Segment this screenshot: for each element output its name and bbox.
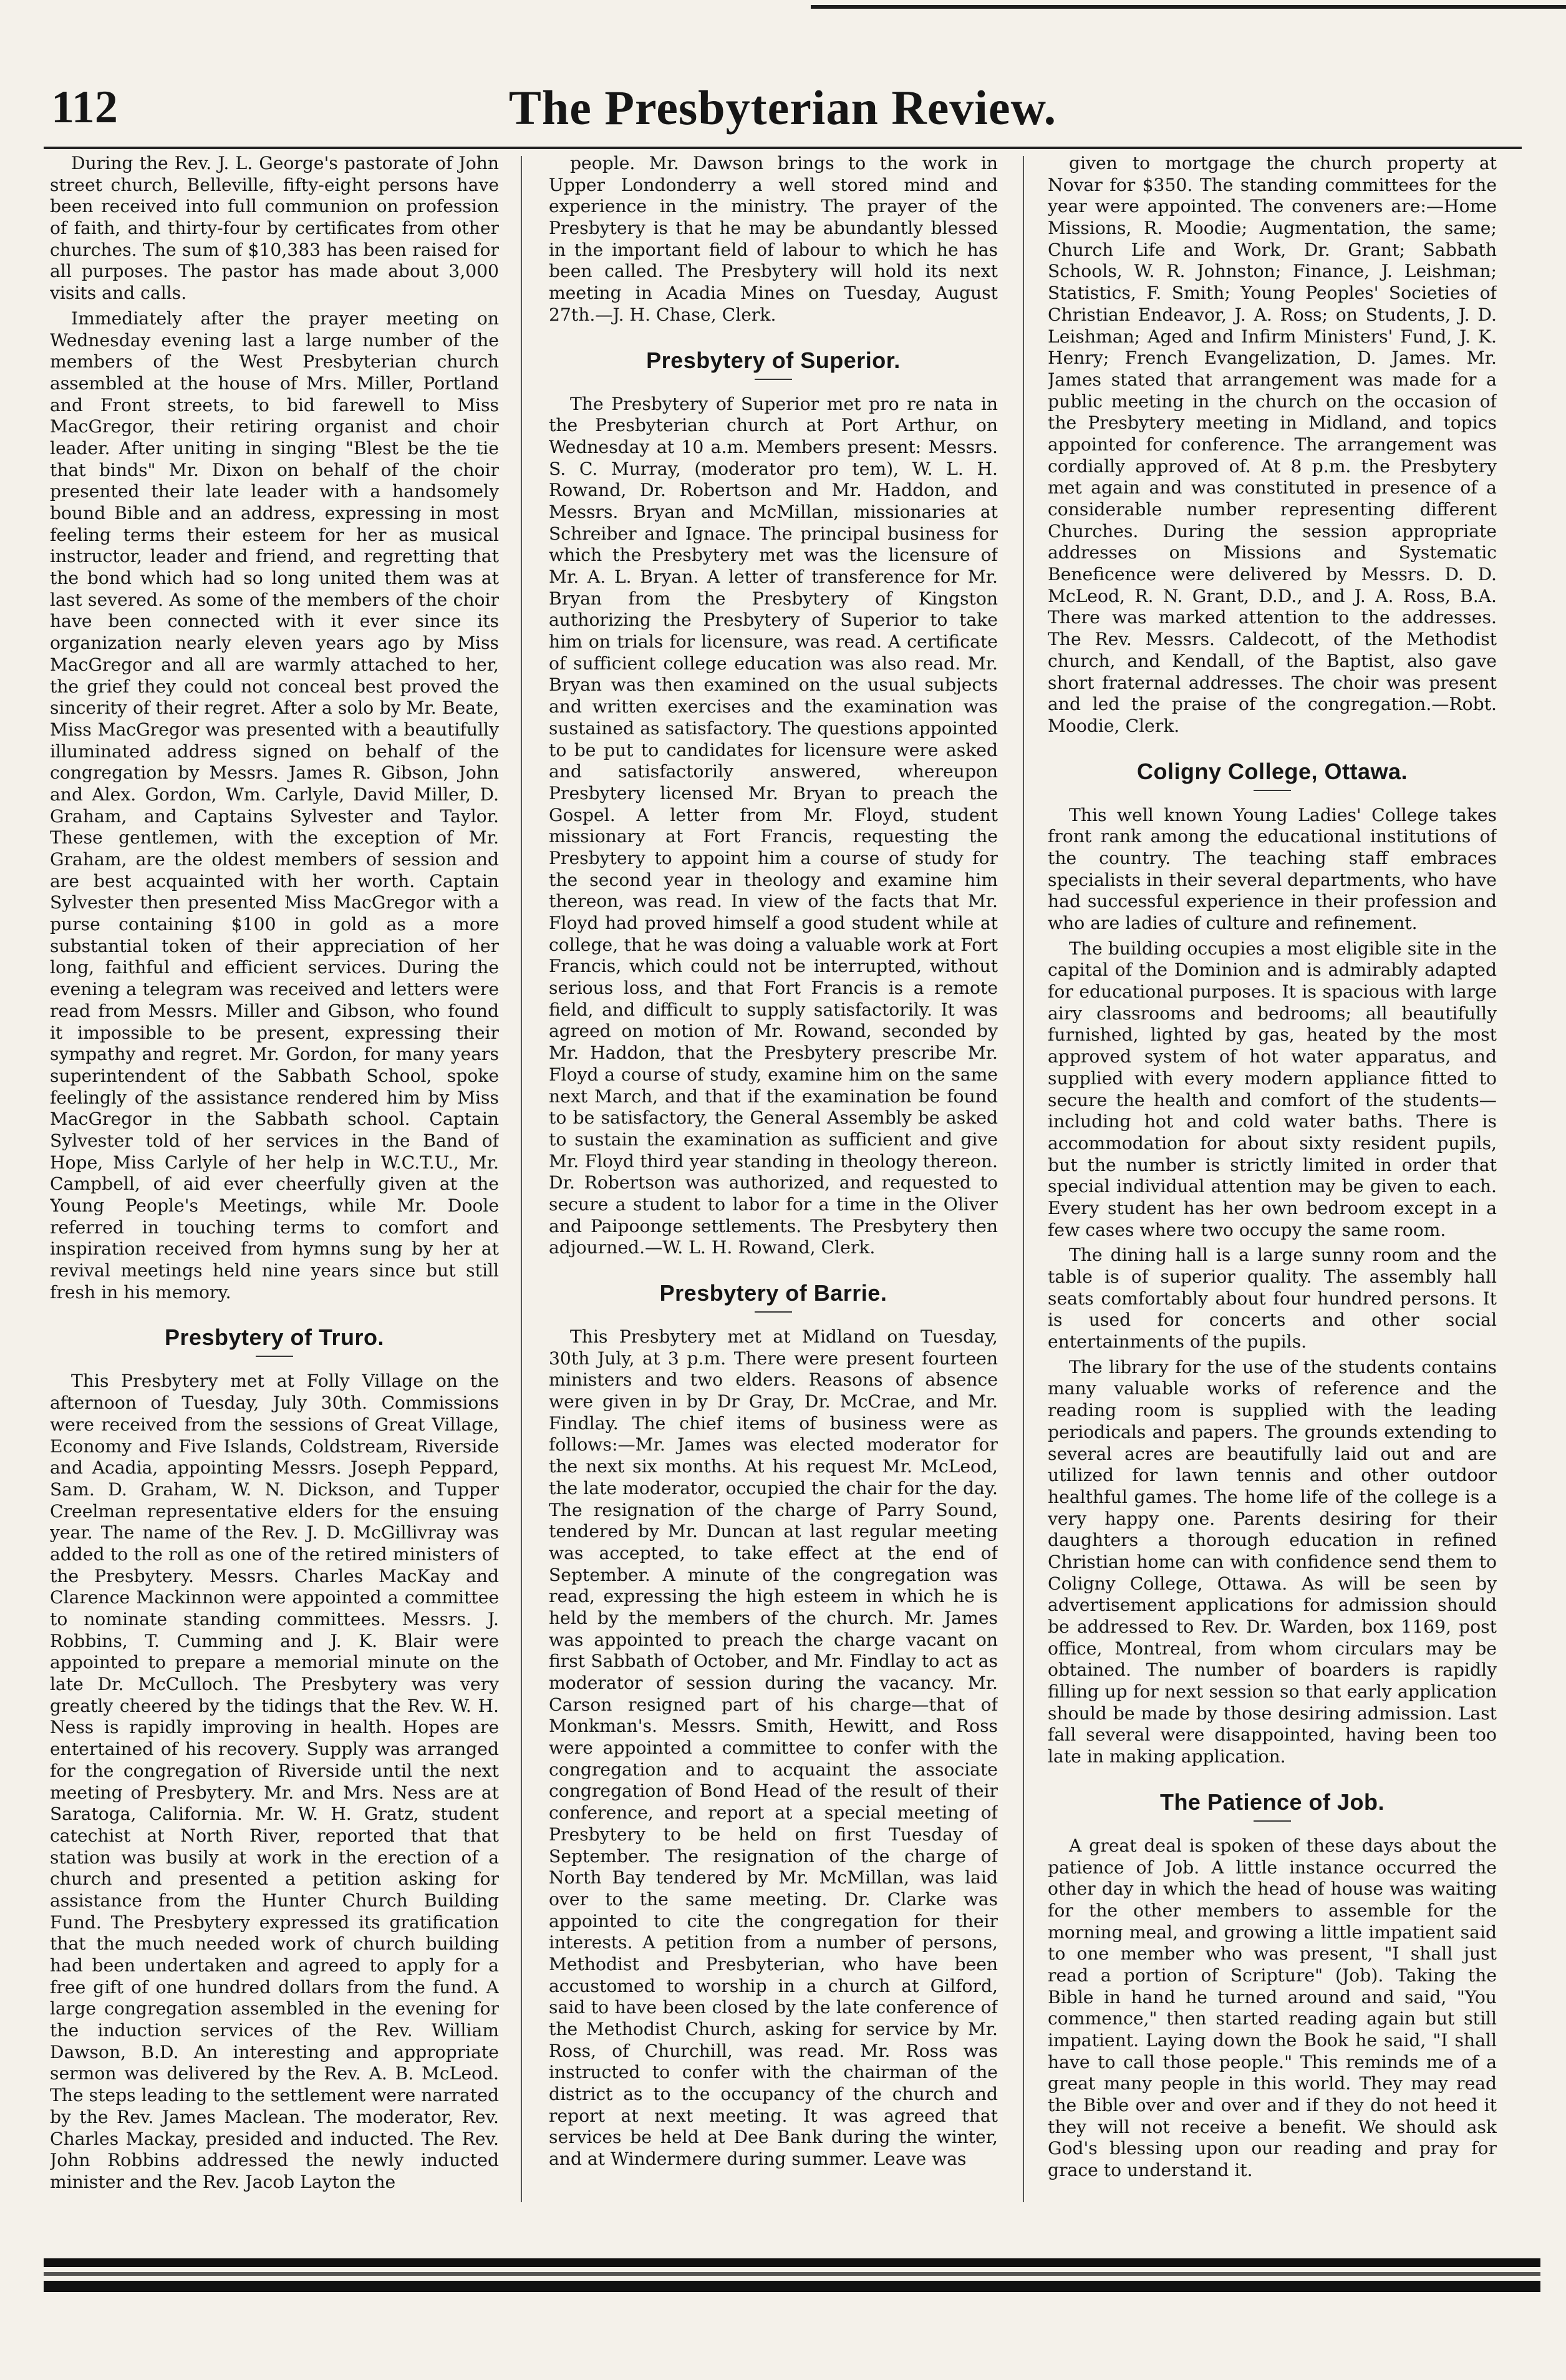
section-body-superior: The Presbytery of Superior met pro re nata in the Presbyterian church at Port Arthur, on Wednesday at 10 a.m. Members present: Messrs. S. C. Murray, (moderator pro tem), W. L. H. Rowand, Dr. Robertson and Mr. Haddon, and Messrs. Bryan and McMillan, missionaries at Schreiber and Ignace. The principal business for which the Presbytery met was the licensure of Mr. A. L. Bryan. A letter of transference for Mr. Bryan from the Presbytery of Kingston authorizing the Presbytery of Superior to take him on trials for licensure, was read. A certificate of sufficient college education was also read. Mr. Bryan was then examined on the usual subjects and written exercises and the examination was sustained as satisfactory. The questions appointed to be put to candidates for licensure were asked and satisfactorily answered, whereupon Presbytery licensed Mr. Bryan to preach the Gospel. A letter from Mr. Floyd, student missionary at Fort Francis, requesting the Presbytery to appoint him a course of study for the second year in theology and examine him thereon, was read. In view of the facts that Mr. Floyd had proved himself a good student while at college, that he was doing a valuable work at Fort Francis, which could not be interrupted, without serious loss, and that Fort Francis is a remote field, and difficult to supply satisfactorily. It was agreed on motion of Mr. Rowand, seconded by Mr. Haddon, that the Presbytery prescribe Mr. Floyd a course of study, examine him on the same next March, and that if the examination be found to be satisfactory, the General Assembly be asked to sustain the examination as sufficient and give Mr. Floyd third year standing in theology thereon. Dr. Robertson was authorized, and requested to secure a student to labor for a time in the Oliver and Paipoonge settlements. The Presbytery then adjourned.—W. L. H. Rowand, Clerk.: [549, 393, 998, 1258]
continuation-truro: people. Mr. Dawson brings to the work in Upper Londonderry a well stored mind and experience in the ministry. The prayer of the Presbytery is that he may be abundantly blessed in the important field of labour to which he has been called. The Presbytery will hold its next meeting in Acadia Mines on Tuesday, August 27th.—J. H. Chase, Clerk.: [549, 153, 998, 325]
column-divider: [521, 156, 522, 2202]
column-2: [549, 153, 998, 2212]
column-1: [50, 153, 499, 2212]
section-body-truro: This Presbytery met at Folly Village on the afternoon of Tuesday, July 30th. Commissions were received from the sessions of Great Village, Economy and Five Islands, Coldstream, Riverside and Acadia, appointing Messrs. Joseph Peppard, Sam. D. Graham, W. N. Dickson, and Tupper Creelman representative elders for the ensuing year. The name of the Rev. J. D. McGillivray was added to the roll as one of the retired ministers of the Presbytery. Messrs. Charles MacKay and Clarence Mackinnon were appointed a committee to nominate standing committees. Messrs. J. Robbins, T. Cumming and J. K. Blair were appointed to prepare a memorial minute on the late Dr. McCulloch. The Presbytery was very greatly cheered by the tidings that the Rev. W. H. Ness is rapidly improving in health. Hopes are entertained of his recovery. Supply was arranged for the congregation of Riverside until the next meeting of Presbytery. Mr. and Mrs. Ness are at Saratoga, California. Mr. W. H. Gratz, student catechist at North River, reported that that station was busily at work in the erection of a church and presented a petition asking for assistance from the Hunter Church Building Fund. The Presbytery expressed its gratification that the much needed work of church building had been undertaken and agreed to apply for a free gift of one hundred dollars from the fund. A large congregation assembled in the evening for the induction services of the Rev. William Dawson, B.D. An interesting and appropriate sermon was delivered by the Rev. A. B. McLeod. The steps leading to the settlement were narrated by the Rev. James Maclean. The moderator, Rev. Charles Mackay, presided and inducted. The Rev. John Robbins addressed the newly inducted minister and the Rev. Jacob Layton the: [50, 1371, 499, 2192]
news-item-belleville: During the Rev. J. L. George's pastorate of John street church, Belleville, fifty-eight persons have been received into full communion on profession of faith, and thirty-four by certificates from other churches. The sum of $10,383 has been raised for all purposes. The pastor has made about 3,000 visits and calls.: [50, 153, 499, 304]
section-title-superior: Presbytery of Superior.: [549, 347, 998, 380]
column-divider: [1023, 156, 1024, 2202]
top-edge-rule: [811, 5, 1566, 9]
section-body-coligny-4: The library for the use of the students contains many valuable works of reference and the reading room is supplied with the leading periodicals and papers. The grounds extending to several acres are beautifully laid out and are utilized for lawn tennis and other outdoor healthful games. The home life of the college is a very happy one. Parents desiring for their daughters a thorough education in refined Christian home can with confidence send them to Coligny College, Ottawa. As will be seen by advertisement applications for admission should be addressed to Rev. Dr. Warden, box 1169, post office, Montreal, from whom circulars may be obtained. The number of boarders is rapidly filling up for next session so that early application should be made by those desiring admission. Last fall several were disappointed, having been too late in making application.: [1048, 1356, 1497, 1767]
section-body-coligny-1: This well known Young Ladies' College takes front rank among the educational institutions of the country. The teaching staff embraces specialists in their several departments, who have had successful experience in their profession and who are ladies of culture and refinement.: [1048, 804, 1497, 933]
page-header: [44, 75, 1522, 150]
bottom-print-band: [44, 2258, 1540, 2296]
section-title-job: The Patience of Job.: [1048, 1789, 1497, 1822]
section-body-barrie: This Presbytery met at Midland on Tuesday, 30th July, at 3 p.m. There were present fourteen ministers and two elders. Reasons of absence were given in by Dr Gray, Dr. McCrae, and Mr. Findlay. The chief items of business were as follows:—Mr. James was elected moderator for the next six months. At his request Mr. McLeod, the late moderator, occupied the chair for the day. The resignation of the charge of Parry Sound, tendered by Mr. Duncan at last regular meeting was accepted, to take effect at the end of September. A minute of the congregation was read, expressing the high esteem in which he is held by the members of the church. Mr. James was appointed to preach the charge vacant on first Sabbath of October, and Mr. Findlay to act as moderator of session during the vacancy. Mr. Carson resigned part of his charge—that of Monkman's. Messrs. Smith, Hewitt, and Ross were appointed a committee to confer with the congregation and to acquaint the associate congregation of Bond Head of the result of their conference, and report at a special meeting of Presbytery to be held on first Tuesday of September. The resignation of the charge of North Bay tendered by Mr. McMillan, was laid over to the same meeting. Dr. Clarke was appointed to cite the congregation for their interests. A petition from a number of persons, Methodist and Presbyterian, who have been accustomed to worship in a church at Gilford, said to have been closed by the late conference of the Methodist Church, asking for service by Mr. Ross, of Churchill, was read. Mr. Ross was instructed to confer with the chairman of the district as to the occupancy of the church and report at next meeting. It was agreed that services be held at Dee Bank during the winter, and at Windermere during summer. Leave was: [549, 1326, 998, 2170]
column-3: [1048, 153, 1497, 2212]
section-body-coligny-3: The dining hall is a large sunny room and the table is of superior quality. The assembly hall seats comfortably about four hundred persons. It is used for concerts and other social entertainments of the pupils.: [1048, 1245, 1497, 1353]
section-title-truro: Presbytery of Truro.: [50, 1324, 499, 1357]
section-body-coligny-2: The building occupies a most eligible site in the capital of the Dominion and is admirably adapted for educational purposes. It is spacious with large airy classrooms and bedrooms; all beautifully furnished, lighted by gas, heated by the most approved system of hot water apparatus, and supplied with every modern appliance fitted to secure the health and comfort of the students—including hot and cold water baths. There is accommodation for about sixty resident pupils, but the number is strictly limited in order that special individual attention may be given to each. Every student has her own bedroom except in a few cases where two occupy the same room.: [1048, 938, 1497, 1240]
section-body-job: A great deal is spoken of these days about the patience of Job. A little instance occurred the other day in which the head of house was waiting for the other members to assemble for the morning meal, and growing a little impatient said to one member who was present, "I shall just read a portion of Scripture" (Job). Taking the Bible in hand he turned around and said, "You commence," then started reading again but still impatient. Laying down the Book he said, "I shall have to call those people." This reminds me of a great many people in this world. They may read the Bible over and over and if they do not heed it they will not receive a benefit. We should ask God's blessing upon our reading and pray for grace to understand it.: [1048, 1835, 1497, 2181]
journal-title: The Presbyterian Review.: [508, 80, 1057, 135]
section-title-barrie: Presbytery of Barrie.: [549, 1280, 998, 1313]
header-rule: [44, 147, 1522, 149]
continuation-barrie: given to mortgage the church property at Novar for $350. The standing committees for the year were appointed. The conveners are:—Home Missions, R. Moodie; Augmentation, the same; Church Life and Work, Dr. Grant; Sabbath Schools, W. R. Johnston; Finance, J. Leishman; Statistics, F. Smith; Young Peoples' Societies of Christian Endeavor, J. A. Ross; on Students, J. D. Leishman; Aged and Infirm Ministers' Fund, J. K. Henry; French Evangelization, D. James. Mr. James stated that arrangement was made for a public meeting in the church on the occasion of the Presbytery meeting in Midland, and topics appointed for conference. The arrangement was cordially approved of. At 8 p.m. the Presbytery met again and was constituted in presence of a considerable number representing different Churches. During the session appropriate addresses on Missions and Systematic Beneficence were delivered by Messrs. D. D. McLeod, R. N. Grant, D.D., and J. A. Ross, B.A. There was marked attention to the addresses. The Rev. Messrs. Caldecott, of the Methodist church, and Kendall, of the Baptist, also gave short fraternal addresses. The choir was present and led the praise of the congregation.—Robt. Moodie, Clerk.: [1048, 153, 1497, 736]
section-title-coligny: Coligny College, Ottawa.: [1048, 759, 1497, 791]
news-item-farewell: Immediately after the prayer meeting on Wednesday evening last a large number of the members of the West Presbyterian church assembled at the house of Mrs. Miller, Portland and Front streets, to bid farewell to Miss MacGregor, their retiring organist and choir leader. After uniting in singing "Blest be the tie that binds" Mr. Dixon on behalf of the choir presented their late leader with a handsomely bound Bible and an address, expressing in most feeling terms their esteem for her as musical instructor, leader and friend, and regretting that the bond which had so long united them was at last severed. As some of the members of the choir have been connected with it ever since its organization nearly eleven years ago by Miss MacGregor and all are warmly attached to her, the grief they could not conceal best proved the sincerity of their regret. After a solo by Mr. Beate, Miss MacGregor was presented with a beautifully illuminated address signed on behalf of the congregation by Messrs. James R. Gibson, John and Alex. Gordon, Wm. Carlyle, David Miller, D. Graham, and Captains Sylvester and Taylor. These gentlemen, with the exception of Mr. Graham, are the oldest members of session and are best acquainted with her worth. Captain Sylvester then presented Miss MacGregor with a purse containing $100 in gold as a more substantial token of their appreciation of her long, faithful and efficient services. During the evening a telegram was received and letters were read from Messrs. Miller and Gibson, who found it impossible to be present, expressing their sympathy and regret. Mr. Gordon, for many years superintendent of the Sabbath School, spoke feelingly of the assistance rendered him by Miss MacGregor in the Sabbath school. Captain Sylvester told of her services in the Band of Hope, Miss Carlyle of her help in W.C.T.U., Mr. Campbell, of aid ever cheerfully given at the Young People's Meetings, while Mr. Doole referred in touching terms to comfort and inspiration received from hymns sung by her at revival meetings held nine years since but still fresh in his memory.: [50, 308, 499, 1303]
page-number: 112: [51, 82, 118, 133]
